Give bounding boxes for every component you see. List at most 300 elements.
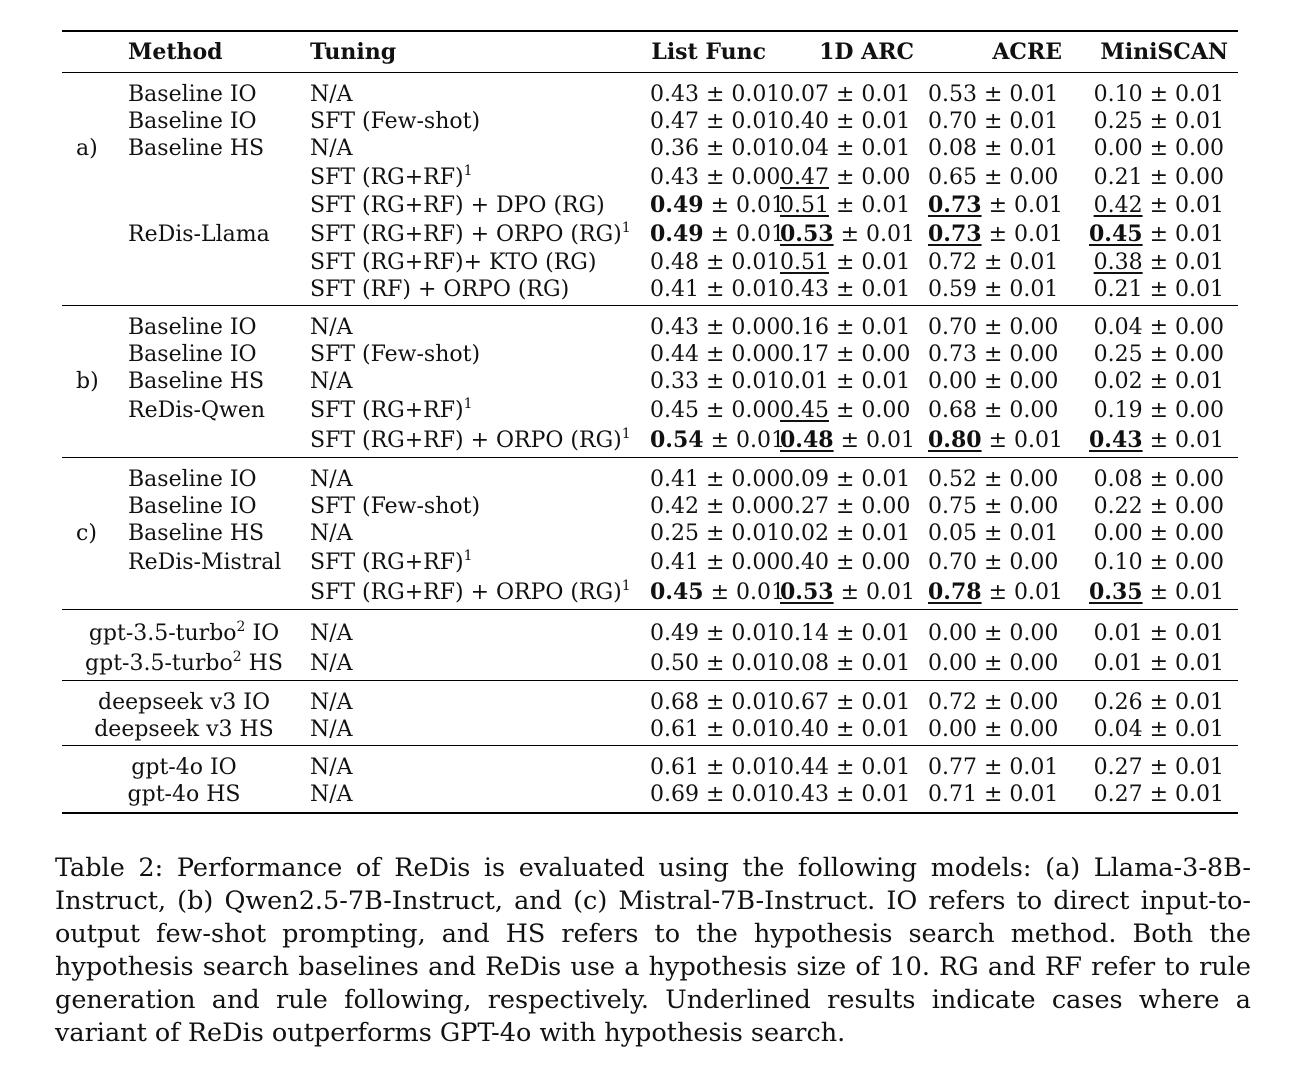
plus-minus-sign: ±	[1142, 521, 1176, 546]
tuning-cell	[306, 135, 646, 162]
score-value: 0.53	[928, 82, 977, 107]
plus-minus-sign: ±	[976, 620, 1010, 646]
plus-minus-sign: ±	[828, 315, 862, 340]
score-miniscan	[1072, 520, 1238, 547]
plus-minus-sign: ±	[703, 193, 737, 218]
score-value: 0.69	[650, 782, 699, 807]
score-error: 0.01	[861, 467, 911, 492]
plus-minus-sign: ±	[976, 755, 1010, 780]
table-group	[62, 306, 1238, 458]
tuning-cell	[306, 249, 646, 276]
score-value: 0.53	[780, 220, 834, 247]
score-error: 0.00	[731, 342, 781, 367]
score-value: 0.25	[650, 521, 699, 546]
plus-minus-sign: ±	[1142, 164, 1176, 190]
score-miniscan	[1072, 135, 1238, 162]
score-miniscan	[1072, 368, 1238, 395]
score-value: 0.00	[928, 369, 977, 394]
score-value: 0.78	[928, 578, 982, 605]
header-method: Method	[124, 31, 306, 73]
score-value: 0.40	[780, 549, 829, 575]
header-list-func: List Func	[646, 31, 776, 73]
plus-minus-sign: ±	[828, 755, 862, 780]
score-error: 0.01	[1175, 755, 1224, 780]
method-name: gpt-3.5-turbo	[85, 650, 233, 676]
score-1d-arc	[776, 162, 924, 192]
table-group	[62, 746, 1238, 814]
table-row	[62, 648, 1238, 681]
method-cell	[62, 681, 306, 717]
plus-minus-sign: ±	[828, 82, 862, 107]
table-row	[62, 306, 1238, 342]
results-table	[62, 30, 1238, 814]
score-1d-arc	[776, 648, 924, 681]
score-miniscan	[1072, 395, 1238, 425]
method-cell	[124, 520, 306, 547]
score-value: 0.21	[1093, 164, 1143, 190]
plus-minus-sign: ±	[1142, 277, 1176, 302]
plus-minus-sign: ±	[1142, 193, 1176, 218]
score-value: 0.04	[1093, 315, 1143, 340]
score-error: 0.01	[861, 620, 911, 646]
table-row	[62, 395, 1238, 425]
plus-minus-sign: ±	[833, 221, 867, 247]
tuning-text: SFT (RG+RF) + ORPO (RG)	[310, 427, 622, 453]
method-cell	[124, 341, 306, 368]
score-value: 0.00	[928, 717, 977, 742]
method-cell	[124, 458, 306, 494]
score-error: 0.01	[861, 109, 911, 134]
group-label	[62, 395, 124, 425]
tuning-cell	[306, 458, 646, 494]
score-error: 0.01	[731, 521, 781, 546]
table-row	[62, 520, 1238, 547]
plus-minus-sign: ±	[698, 690, 732, 715]
method-name: Baseline IO	[128, 82, 257, 107]
score-error: 0.00	[861, 549, 911, 575]
score-error: 0.01	[1014, 193, 1063, 218]
score-value: 0.40	[780, 109, 829, 134]
group-label	[62, 108, 124, 135]
tuning-text: N/A	[310, 315, 353, 340]
score-acre	[924, 135, 1072, 162]
score-list-func	[646, 577, 785, 610]
score-value: 0.40	[780, 717, 829, 742]
score-miniscan	[1072, 108, 1238, 135]
score-value: 0.72	[928, 250, 977, 275]
plus-minus-sign: ±	[698, 277, 732, 302]
method-cell	[124, 425, 306, 458]
plus-minus-sign: ±	[698, 549, 732, 575]
score-error: 0.01	[1175, 277, 1224, 302]
score-value: 0.42	[650, 494, 699, 519]
tuning-cell	[306, 746, 646, 782]
tuning-text: N/A	[310, 755, 353, 780]
score-error: 0.01	[1014, 579, 1063, 605]
score-miniscan	[1072, 493, 1238, 520]
score-error: 0.00	[1009, 494, 1059, 519]
score-value: 0.01	[780, 369, 829, 394]
score-value: 0.53	[780, 578, 834, 605]
tuning-cell	[306, 108, 646, 135]
score-error: 0.01	[736, 221, 785, 247]
score-acre	[924, 162, 1072, 192]
score-value: 0.45	[650, 397, 699, 423]
score-value: 0.44	[650, 342, 699, 367]
score-1d-arc	[776, 746, 924, 782]
score-1d-arc	[776, 306, 924, 342]
score-acre	[924, 746, 1072, 782]
table-row	[62, 493, 1238, 520]
method-name: deepseek v3 HS	[94, 717, 274, 742]
score-value: 0.51	[780, 193, 829, 218]
tuning-cell	[306, 547, 646, 577]
score-1d-arc	[776, 577, 924, 610]
plus-minus-sign: ±	[1142, 315, 1176, 340]
table-row	[62, 577, 1238, 610]
score-miniscan	[1072, 681, 1238, 717]
tuning-text: N/A	[310, 136, 353, 161]
score-miniscan	[1072, 716, 1238, 746]
tuning-text: N/A	[310, 690, 353, 715]
plus-minus-sign: ±	[828, 193, 862, 218]
score-list-func	[646, 108, 781, 135]
score-acre	[924, 681, 1072, 717]
tuning-cell	[306, 276, 646, 306]
plus-minus-sign: ±	[828, 620, 862, 646]
plus-minus-sign: ±	[698, 342, 732, 367]
header-tuning: Tuning	[306, 31, 646, 73]
score-value: 0.75	[928, 494, 977, 519]
tuning-cell	[306, 648, 646, 681]
score-error: 0.01	[731, 620, 781, 646]
score-error: 0.01	[731, 650, 781, 676]
score-list-func	[646, 520, 781, 547]
plus-minus-sign: ±	[833, 427, 867, 453]
score-value: 0.02	[780, 521, 829, 546]
plus-minus-sign: ±	[1142, 397, 1176, 423]
score-error: 0.00	[1175, 494, 1224, 519]
score-acre	[924, 547, 1072, 577]
tuning-cell	[306, 610, 646, 649]
method-cell	[124, 493, 306, 520]
method-cell	[124, 306, 306, 342]
plus-minus-sign: ±	[1142, 782, 1176, 807]
plus-minus-sign: ±	[976, 521, 1010, 546]
method-name: ReDis-Llama	[128, 221, 270, 247]
score-value: 0.43	[1089, 426, 1143, 453]
score-value: 0.27	[1093, 782, 1143, 807]
score-value: 0.21	[1093, 277, 1143, 302]
score-value: 0.08	[780, 650, 829, 676]
plus-minus-sign: ±	[698, 315, 732, 340]
score-list-func	[646, 249, 781, 276]
results-table-container	[62, 30, 1238, 814]
score-1d-arc	[776, 547, 924, 577]
score-error: 0.01	[1009, 136, 1059, 161]
score-value: 0.70	[928, 549, 977, 575]
score-value: 0.73	[928, 342, 977, 367]
score-miniscan	[1072, 547, 1238, 577]
table-group	[62, 458, 1238, 610]
score-value: 0.43	[780, 782, 829, 807]
group-label	[62, 425, 124, 458]
method-cell	[124, 108, 306, 135]
score-acre	[924, 520, 1072, 547]
score-1d-arc	[776, 781, 924, 813]
plus-minus-sign: ±	[981, 221, 1015, 247]
plus-minus-sign: ±	[1142, 549, 1176, 575]
method-cell	[124, 73, 306, 109]
plus-minus-sign: ±	[703, 221, 737, 247]
score-value: 0.65	[928, 164, 977, 190]
score-error: 0.01	[861, 136, 911, 161]
table-caption: Table 2: Performance of ReDis is evaluated using the following models: (a) Llama-3-8B-Instruct, (b) Qwen2.5-7B-Instruct, and (c) Mistral-7B-Instruct. IO refers to direct input-to-output few-shot prompting, and HS refers to the hypothesis search method. Both the hypothesis search baselines and ReDis use a hypothesis size of 10. RG and RF refer to rule generation and rule following, respectively. Underlined results indicate cases where a variant of ReDis outperforms GPT-4o with hypothesis search.	[55, 853, 1251, 1048]
tuning-footnote-marker: 1	[463, 547, 473, 564]
plus-minus-sign: ±	[981, 193, 1015, 218]
method-name: Baseline IO	[128, 342, 257, 367]
table-row	[62, 341, 1238, 368]
plus-minus-sign: ±	[828, 109, 862, 134]
plus-minus-sign: ±	[698, 650, 732, 676]
group-label	[62, 493, 124, 520]
score-value: 0.80	[928, 426, 982, 453]
score-error: 0.00	[1009, 369, 1059, 394]
method-cell	[124, 368, 306, 395]
score-value: 0.54	[650, 426, 704, 453]
plus-minus-sign: ±	[828, 717, 862, 742]
score-error: 0.00	[1009, 690, 1059, 715]
score-error: 0.01	[861, 782, 911, 807]
score-value: 0.02	[1093, 369, 1143, 394]
score-1d-arc	[776, 368, 924, 395]
method-name: Baseline IO	[128, 494, 257, 519]
plus-minus-sign: ±	[698, 467, 732, 492]
score-list-func	[646, 547, 781, 577]
method-name: deepseek v3 IO	[97, 690, 270, 715]
tuning-footnote-marker: 1	[463, 395, 473, 412]
plus-minus-sign: ±	[828, 164, 862, 190]
method-name: ReDis-Qwen	[128, 397, 266, 423]
score-value: 0.49	[650, 620, 699, 646]
table-group	[62, 681, 1238, 746]
score-value: 0.59	[928, 277, 977, 302]
plus-minus-sign: ±	[976, 82, 1010, 107]
score-list-func	[646, 341, 781, 368]
score-value: 0.42	[1093, 193, 1143, 218]
tuning-footnote-marker: 1	[621, 219, 631, 236]
plus-minus-sign: ±	[1142, 427, 1176, 453]
plus-minus-sign: ±	[976, 690, 1010, 715]
plus-minus-sign: ±	[828, 467, 862, 492]
plus-minus-sign: ±	[1142, 755, 1176, 780]
score-list-func	[646, 306, 781, 342]
tuning-text: SFT (RF) + ORPO (RG)	[310, 277, 570, 302]
score-value: 0.26	[1093, 690, 1143, 715]
score-error: 0.01	[736, 579, 785, 605]
score-error: 0.01	[1014, 427, 1063, 453]
group-label	[62, 458, 124, 494]
tuning-cell	[306, 368, 646, 395]
score-value: 0.43	[650, 315, 699, 340]
score-1d-arc	[776, 135, 924, 162]
score-error: 0.01	[861, 82, 911, 107]
plus-minus-sign: ±	[1142, 579, 1176, 605]
score-value: 0.43	[650, 164, 699, 190]
plus-minus-sign: ±	[976, 549, 1010, 575]
group-label	[62, 547, 124, 577]
method-cell	[124, 249, 306, 276]
score-1d-arc	[776, 425, 924, 458]
score-value: 0.49	[650, 220, 704, 247]
score-list-func	[646, 648, 781, 681]
header-1d-arc: 1D ARC	[776, 31, 924, 73]
tuning-cell	[306, 162, 646, 192]
score-1d-arc	[776, 108, 924, 135]
plus-minus-sign: ±	[981, 579, 1015, 605]
plus-minus-sign: ±	[828, 521, 862, 546]
score-error: 0.01	[861, 250, 911, 275]
score-list-func	[646, 162, 781, 192]
tuning-text: SFT (RG+RF) + DPO (RG)	[310, 193, 605, 218]
method-cell	[62, 610, 306, 649]
plus-minus-sign: ±	[1142, 620, 1176, 646]
plus-minus-sign: ±	[698, 620, 732, 646]
tuning-text: SFT (RG+RF) + ORPO (RG)	[310, 221, 622, 247]
plus-minus-sign: ±	[976, 136, 1010, 161]
table-row	[62, 249, 1238, 276]
tuning-text: SFT (Few-shot)	[310, 494, 481, 519]
method-cell	[62, 648, 306, 681]
score-error: 0.01	[1175, 427, 1224, 453]
score-value: 0.00	[928, 620, 977, 646]
score-error: 0.01	[861, 193, 911, 218]
score-acre	[924, 108, 1072, 135]
score-value: 0.01	[1093, 650, 1143, 676]
score-error: 0.00	[1009, 717, 1059, 742]
score-error: 0.01	[1009, 109, 1059, 134]
plus-minus-sign: ±	[1142, 250, 1176, 275]
table-row	[62, 681, 1238, 717]
plus-minus-sign: ±	[698, 397, 732, 423]
score-value: 0.27	[1093, 755, 1143, 780]
plus-minus-sign: ±	[828, 549, 862, 575]
tuning-text: SFT (RG+RF)+ KTO (RG)	[310, 250, 597, 275]
score-value: 0.04	[1093, 717, 1143, 742]
score-acre	[924, 716, 1072, 746]
group-label	[62, 162, 124, 192]
score-error: 0.01	[736, 427, 785, 453]
score-value: 0.36	[650, 136, 699, 161]
table-header	[62, 31, 1238, 73]
header-miniscan: MiniSCAN	[1072, 31, 1238, 73]
score-1d-arc	[776, 493, 924, 520]
score-1d-arc	[776, 458, 924, 494]
method-name: Baseline HS	[128, 369, 265, 394]
method-name: ReDis-Mistral	[128, 549, 282, 575]
score-error: 0.01	[861, 755, 911, 780]
score-value: 0.61	[650, 755, 699, 780]
group-label: a)	[76, 136, 98, 161]
tuning-cell	[306, 781, 646, 813]
plus-minus-sign: ±	[698, 136, 732, 161]
group-label: b)	[76, 369, 99, 394]
score-value: 0.00	[1093, 521, 1143, 546]
score-value: 0.38	[1093, 250, 1143, 275]
score-value: 0.70	[928, 109, 977, 134]
score-list-func	[646, 681, 781, 717]
score-miniscan	[1072, 73, 1238, 109]
plus-minus-sign: ±	[828, 494, 862, 519]
plus-minus-sign: ±	[976, 164, 1010, 190]
score-1d-arc	[776, 192, 924, 219]
group-label	[62, 306, 124, 342]
tuning-text: SFT (RG+RF) + ORPO (RG)	[310, 579, 622, 605]
score-error: 0.00	[1175, 342, 1224, 367]
score-error: 0.00	[1009, 164, 1059, 190]
tuning-cell	[306, 395, 646, 425]
score-miniscan	[1072, 219, 1238, 249]
score-error: 0.01	[861, 369, 911, 394]
method-name: Baseline IO	[128, 315, 257, 340]
score-error: 0.01	[866, 579, 915, 605]
plus-minus-sign: ±	[1142, 221, 1176, 247]
score-value: 0.47	[780, 164, 829, 190]
plus-minus-sign: ±	[698, 521, 732, 546]
method-cell	[124, 276, 306, 306]
score-list-func	[646, 73, 781, 109]
plus-minus-sign: ±	[1142, 467, 1176, 492]
plus-minus-sign: ±	[1142, 650, 1176, 676]
score-error: 0.00	[1009, 342, 1059, 367]
score-1d-arc	[776, 341, 924, 368]
plus-minus-sign: ±	[828, 136, 862, 161]
method-cell	[124, 547, 306, 577]
tuning-cell	[306, 425, 646, 458]
score-value: 0.08	[928, 136, 977, 161]
tuning-text: N/A	[310, 782, 353, 807]
plus-minus-sign: ±	[828, 650, 862, 676]
score-error: 0.01	[736, 193, 785, 218]
score-value: 0.73	[928, 220, 982, 247]
score-error: 0.01	[1175, 221, 1224, 247]
score-value: 0.68	[650, 690, 699, 715]
score-1d-arc	[776, 681, 924, 717]
plus-minus-sign: ±	[1142, 136, 1176, 161]
tuning-cell	[306, 73, 646, 109]
group-label	[62, 219, 124, 249]
score-miniscan	[1072, 781, 1238, 813]
score-error: 0.01	[1175, 579, 1224, 605]
score-error: 0.01	[731, 250, 781, 275]
method-footnote-marker: 2	[232, 648, 242, 665]
tuning-text: SFT (RG+RF)	[310, 549, 464, 575]
table-row	[62, 219, 1238, 249]
score-value: 0.44	[780, 755, 829, 780]
score-miniscan	[1072, 306, 1238, 342]
score-value: 0.17	[780, 342, 829, 367]
score-miniscan	[1072, 458, 1238, 494]
table-row	[62, 368, 1238, 395]
score-error: 0.01	[1175, 782, 1224, 807]
score-list-func	[646, 493, 781, 520]
score-list-func	[646, 368, 781, 395]
score-value: 0.41	[650, 467, 699, 492]
score-error: 0.01	[861, 277, 911, 302]
method-name: Baseline IO	[128, 467, 257, 492]
score-error: 0.01	[1009, 782, 1059, 807]
tuning-text: N/A	[310, 369, 353, 394]
